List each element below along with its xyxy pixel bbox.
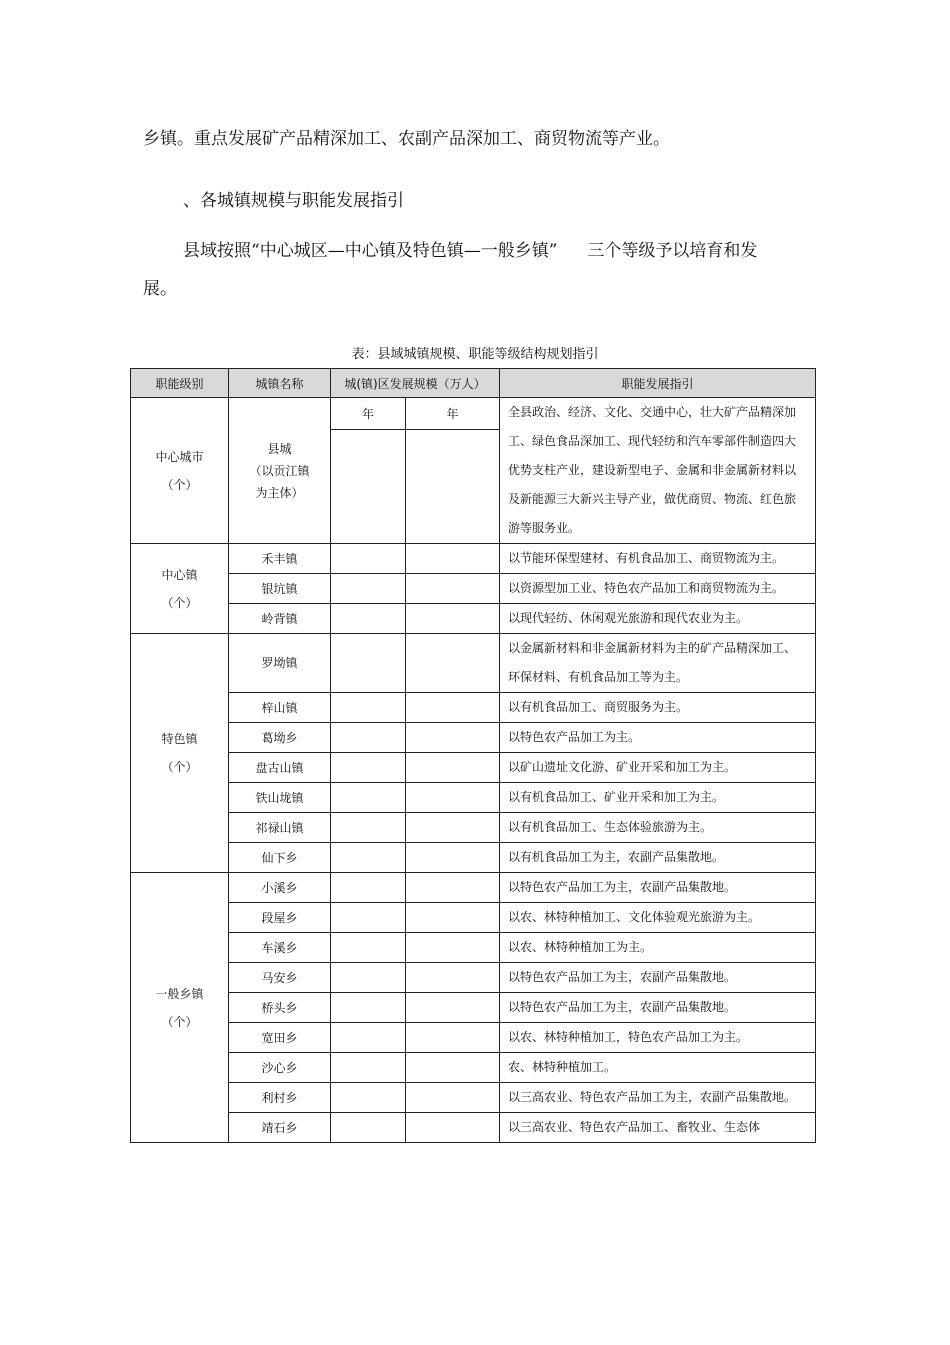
scale-cell — [406, 429, 500, 543]
category-label: 中心镇 — [161, 567, 198, 582]
town-name: 禾丰镇 — [229, 544, 331, 574]
scale-cell — [406, 634, 500, 693]
town-name: 靖石乡 — [229, 1113, 331, 1143]
town-name: 岭背镇 — [229, 604, 331, 634]
scale-cell — [406, 963, 500, 993]
scale-cell — [406, 783, 500, 813]
town-name: 马安乡 — [229, 963, 331, 993]
guide-cell: 以有机食品加工、商贸服务为主。 — [500, 693, 816, 723]
guide-cell: 以三高农业、特色农产品加工为主，农副产品集散地。 — [500, 1083, 816, 1113]
scale-cell — [331, 429, 406, 543]
table-row — [131, 1113, 816, 1143]
guide-cell: 以矿山遗址文化游、矿业开采和加工为主。 — [500, 753, 816, 783]
town-name: 银坑镇 — [229, 574, 331, 604]
scale-cell — [331, 993, 406, 1023]
table-row — [131, 634, 816, 693]
town-name: 葛坳乡 — [229, 723, 331, 753]
table-row — [131, 693, 816, 723]
scale-cell — [331, 1053, 406, 1083]
town-name: 沙心乡 — [229, 1053, 331, 1083]
scale-cell — [331, 634, 406, 693]
town-name — [229, 398, 331, 544]
guide-cell: 以有机食品加工为主，农副产品集散地。 — [500, 843, 816, 873]
table-row — [131, 1083, 816, 1113]
guide-cell: 以三高农业、特色农产品加工、畜牧业、生态体 — [500, 1113, 816, 1143]
town-name: 梓山镇 — [229, 693, 331, 723]
paragraph-hierarchy-part1: 县域按照“中心城区—中心镇及特色镇—一般乡镇” — [183, 241, 558, 261]
guide-cell: 全县政治、经济、文化、交通中心，壮大矿产品精深加工、绿色食品深加工、现代轻纺和汽车零部件制造四大优势支柱产业，建设新型电子、金属和非金属新材料以及新能源三大新兴主导产业，做优商贸、物流、红色旅游等服务业。 — [500, 398, 816, 544]
town-name: 仙下乡 — [229, 843, 331, 873]
guide-cell: 以特色农产品加工为主，农副产品集散地。 — [500, 963, 816, 993]
guide-cell: 以特色农产品加工为主，农副产品集散地。 — [500, 873, 816, 903]
scale-cell — [331, 843, 406, 873]
category-special — [131, 634, 229, 873]
table-row — [131, 544, 816, 574]
scale-cell — [331, 723, 406, 753]
scale-cell — [331, 783, 406, 813]
scale-cell — [406, 873, 500, 903]
guide-cell: 以农、林特种植加工，特色农产品加工为主。 — [500, 1023, 816, 1053]
guide-cell: 农、林特种植加工。 — [500, 1053, 816, 1083]
scale-cell — [331, 903, 406, 933]
table-row — [131, 843, 816, 873]
category-count: （个） — [161, 477, 198, 492]
town-name: 桥头乡 — [229, 993, 331, 1023]
scale-cell — [406, 574, 500, 604]
scale-cell — [331, 1023, 406, 1053]
town-name: 盘古山镇 — [229, 753, 331, 783]
category-label: 中心城市 — [155, 449, 204, 464]
town-name: 利村乡 — [229, 1083, 331, 1113]
category-label: 一般乡镇 — [155, 986, 204, 1001]
scale-cell — [331, 544, 406, 574]
scale-cell — [406, 903, 500, 933]
category-count: （个） — [161, 1014, 198, 1029]
town-name: 车溪乡 — [229, 933, 331, 963]
category-central — [131, 544, 229, 634]
scale-cell — [406, 723, 500, 753]
header-guide: 职能发展指引 — [500, 369, 816, 398]
year-cell: 年 — [331, 398, 406, 430]
header-town: 城镇名称 — [229, 369, 331, 398]
guide-cell: 以金属新材料和非金属新材料为主的矿产品精深加工、环保材料、有机食品加工等为主。 — [500, 634, 816, 693]
scale-cell — [331, 933, 406, 963]
guide-cell: 以有机食品加工、矿业开采和加工为主。 — [500, 783, 816, 813]
town-name: 宽田乡 — [229, 1023, 331, 1053]
guide-cell: 以有机食品加工、生态体验旅游为主。 — [500, 813, 816, 843]
category-city — [131, 398, 229, 544]
scale-cell — [406, 753, 500, 783]
category-general — [131, 873, 229, 1143]
scale-cell — [406, 693, 500, 723]
table-row — [131, 1023, 816, 1053]
town-name: 罗坳镇 — [229, 634, 331, 693]
table-caption: 表：县域城镇规模、职能等级结构规划指引 — [351, 347, 599, 362]
header-scale: 城(镇)区发展规模（万人） — [331, 369, 500, 398]
town-name: 铁山垅镇 — [229, 783, 331, 813]
town-name: 段屋乡 — [229, 903, 331, 933]
table-row — [131, 813, 816, 843]
category-count: （个） — [161, 595, 198, 610]
scale-cell — [406, 1023, 500, 1053]
year-cell: 年 — [406, 398, 500, 430]
paragraph-hierarchy — [183, 236, 757, 261]
guide-cell: 以特色农产品加工为主。 — [500, 723, 816, 753]
town-planning-table — [130, 368, 816, 1143]
scale-cell — [331, 1083, 406, 1113]
scale-cell — [331, 753, 406, 783]
scale-cell — [406, 933, 500, 963]
guide-cell: 以农、林特种植加工、文化体验观光旅游为主。 — [500, 903, 816, 933]
scale-cell — [331, 604, 406, 634]
town-name-line: 县城 — [267, 441, 292, 456]
table-row — [131, 963, 816, 993]
table-row — [131, 723, 816, 753]
scale-cell — [331, 963, 406, 993]
table-header-row — [131, 369, 816, 398]
guide-cell: 以农、林特种植加工为主。 — [500, 933, 816, 963]
category-label: 特色镇 — [161, 732, 198, 746]
table-row — [131, 753, 816, 783]
table-row — [131, 903, 816, 933]
paragraph-hierarchy-end: 展。 — [143, 279, 177, 299]
scale-cell — [406, 544, 500, 574]
category-count: （个） — [161, 760, 198, 774]
scale-cell — [331, 873, 406, 903]
scale-cell — [406, 604, 500, 634]
paragraph-intro: 乡镇。重点发展矿产品精深加工、农副产品深加工、商贸物流等产业。 — [143, 129, 670, 149]
header-level: 职能级别 — [131, 369, 229, 398]
scale-cell — [406, 1113, 500, 1143]
table-row — [131, 933, 816, 963]
table-row — [131, 574, 816, 604]
guide-cell: 以资源型加工业、特色农产品加工和商贸物流为主。 — [500, 574, 816, 604]
scale-cell — [406, 993, 500, 1023]
scale-cell — [331, 693, 406, 723]
town-name: 小溪乡 — [229, 873, 331, 903]
table-row — [131, 1053, 816, 1083]
section-heading: 、各城镇规模与职能发展指引 — [183, 191, 404, 211]
scale-cell — [406, 813, 500, 843]
table-row — [131, 398, 816, 430]
town-name-line: （以贡江镇 — [249, 463, 310, 478]
town-name-line: 为主体） — [255, 485, 304, 500]
scale-cell — [406, 1083, 500, 1113]
table-row — [131, 873, 816, 903]
table-row — [131, 993, 816, 1023]
scale-cell — [406, 843, 500, 873]
scale-cell — [331, 1113, 406, 1143]
guide-cell: 以特色农产品加工为主，农副产品集散地。 — [500, 993, 816, 1023]
scale-cell — [331, 574, 406, 604]
scale-cell — [331, 813, 406, 843]
guide-cell: 以现代轻纺、休闲观光旅游和现代农业为主。 — [500, 604, 816, 634]
paragraph-hierarchy-part2: 三个等级予以培育和发 — [587, 241, 758, 261]
guide-cell: 以节能环保型建材、有机食品加工、商贸物流为主。 — [500, 544, 816, 574]
town-name: 祁禄山镇 — [229, 813, 331, 843]
scale-cell — [406, 1053, 500, 1083]
table-row — [131, 604, 816, 634]
table-row — [131, 783, 816, 813]
